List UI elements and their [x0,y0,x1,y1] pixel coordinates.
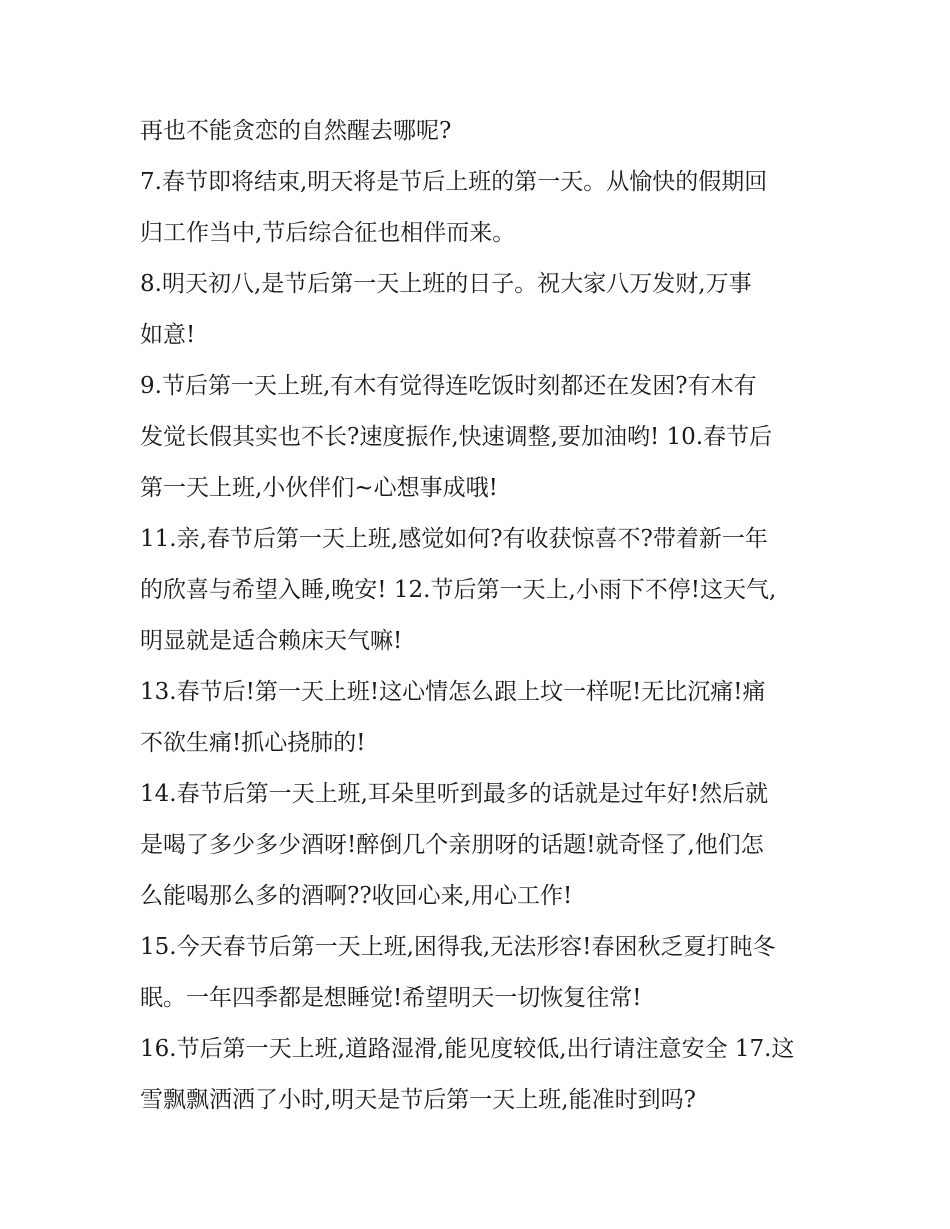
text-line: 雪飘飘洒洒了小时,明天是节后第一天上班,能准时到吗? [140,1087,696,1113]
text-line: 9.节后第一天上班,有木有觉得连吃饭时刻都还在发困?有木有 [140,373,757,399]
document-body [140,106,820,1126]
text-line: 15.今天春节后第一天上班,困得我,无法形容!春困秋乏夏打盹冬 [140,934,776,960]
text-line: 眠。一年四季都是想睡觉!希望明天一切恢复往常! [140,985,642,1011]
text-line: 是喝了多少多少酒呀!醉倒几个亲朋呀的话题!就奇怪了,他们怎 [140,832,764,858]
text-line: 的欣喜与希望入睡,晚安! 12.节后第一天上,小雨下不停!这天气, [140,577,777,603]
text-line: 8.明天初八,是节后第一天上班的日子。祝大家八万发财,万事 [140,271,752,297]
text-line: 16.节后第一天上班,道路湿滑,能见度较低,出行请注意安全 17.这 [140,1036,795,1062]
text-line: 如意! [140,322,196,348]
text-line: 11.亲,春节后第一天上班,感觉如何?有收获惊喜不?带着新一年 [140,526,768,552]
text-line: 7.春节即将结束,明天将是节后上班的第一天。从愉快的假期回 [140,169,768,195]
text-line: 再也不能贪恋的自然醒去哪呢? [140,118,452,144]
text-line: 么能喝那么多的酒啊??收回心来,用心工作! [140,883,573,909]
text-line: 14.春节后第一天上班,耳朵里听到最多的话就是过年好!然后就 [140,781,769,807]
text-line: 13.春节后!第一天上班!这心情怎么跟上坟一样呢!无比沉痛!痛 [140,679,766,705]
text-line: 明显就是适合赖床天气嘛! [140,628,403,654]
text-line: 不欲生痛!抓心挠肺的! [140,730,366,756]
text-line: 发觉长假其实也不长?速度振作,快速调整,要加油哟! 10.春节后 [140,424,773,450]
text-line: 第一天上班,小伙伴们~心想事成哦! [140,475,498,501]
text-line: 归工作当中,节后综合征也相伴而来。 [140,220,516,246]
